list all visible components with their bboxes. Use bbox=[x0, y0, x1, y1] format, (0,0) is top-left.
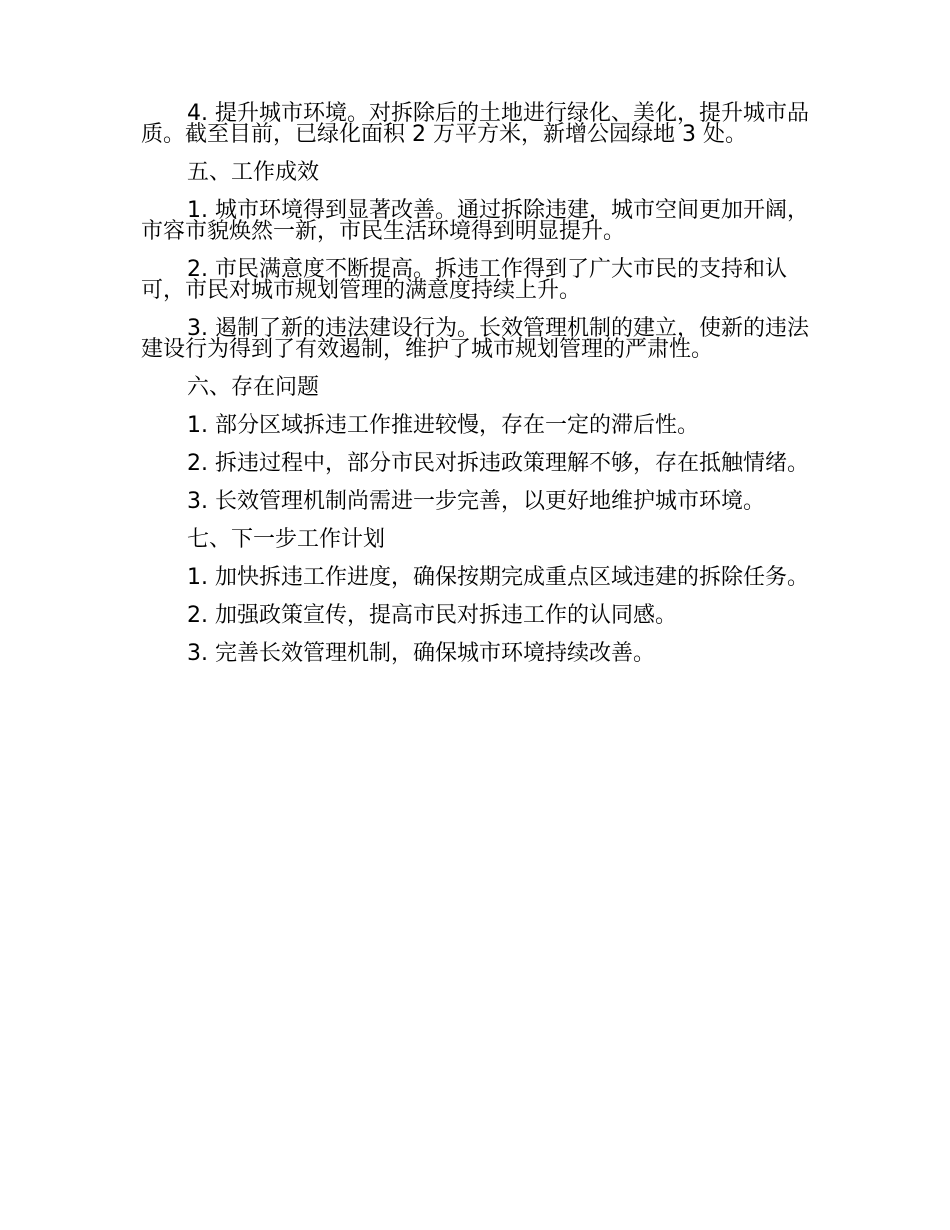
paragraph-result-3: 3. 遏制了新的违法建设行为。长效管理机制的建立，使新的违法建设行为得到了有效遏制，维护了城市规划管理的严肃性。 bbox=[141, 316, 809, 362]
paragraph-problem-2: 2. 拆违过程中，部分市民对拆违政策理解不够，存在抵触情绪。 bbox=[187, 451, 809, 476]
document-body bbox=[141, 103, 813, 681]
paragraph-problem-3: 3. 长效管理机制尚需进一步完善，以更好地维护城市环境。 bbox=[187, 489, 765, 514]
paragraph-greening: 4. 提升城市环境。对拆除后的土地进行绿化、美化，提升城市品质。截至目前，已绿化面积 2 万平方米，新增公园绿地 3 处。 bbox=[141, 101, 809, 147]
paragraph-problem-1: 1. 部分区域拆违工作推进较慢，存在一定的滞后性。 bbox=[187, 413, 699, 438]
paragraph-plan-2: 2. 加强政策宣传，提高市民对拆违工作的认同感。 bbox=[187, 603, 677, 628]
section-heading-problems: 六、存在问题 bbox=[187, 375, 320, 400]
section-heading-results: 五、工作成效 bbox=[187, 160, 320, 185]
paragraph-plan-3: 3. 完善长效管理机制，确保城市环境持续改善。 bbox=[187, 641, 655, 666]
paragraph-result-1: 1. 城市环境得到显著改善。通过拆除违建，城市空间更加开阔，市容市貌焕然一新，市民生活环境得到明显提升。 bbox=[141, 198, 809, 244]
section-heading-next-steps: 七、下一步工作计划 bbox=[187, 527, 386, 552]
paragraph-plan-1: 1. 加快拆违工作进度，确保按期完成重点区域违建的拆除任务。 bbox=[187, 565, 809, 590]
paragraph-result-2: 2. 市民满意度不断提高。拆违工作得到了广大市民的支持和认可，市民对城市规划管理的满意度持续上升。 bbox=[141, 257, 787, 303]
